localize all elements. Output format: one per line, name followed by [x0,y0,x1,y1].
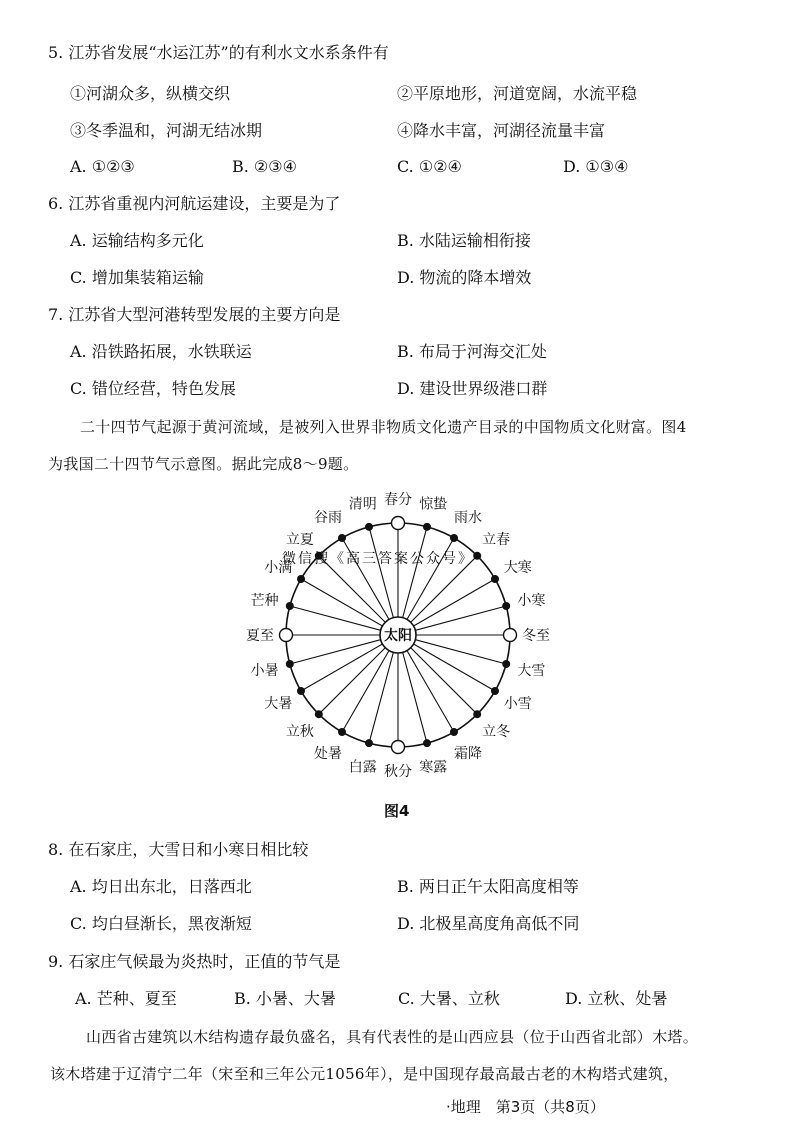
q9-option-d: D. 立秋、处暑 [565,989,668,1008]
q5-option-b: B. ②③④ [232,157,297,176]
spoke [369,652,393,743]
term-marker-dot [502,602,510,610]
q9-option-a: A. 芒种、夏至 [75,989,177,1008]
q6-option-d: D. 物流的降本增效 [397,268,532,287]
q5-option-c: C. ①②④ [397,157,462,176]
term-marker-dot [338,534,346,542]
term-marker-dot [365,739,373,747]
solar-term-label: 芒种 [250,592,279,609]
spoke [411,648,477,714]
watermark: 微信搜《高三答案公众号》 [282,551,474,567]
solar-term-label: 白露 [348,759,377,776]
term-marker-open [504,629,517,642]
term-marker-open [392,517,405,530]
term-marker-dot [338,728,346,736]
solar-term-label: 小寒 [517,592,546,609]
term-marker-dot [450,728,458,736]
q8-option-a: A. 均日出东北，日落西北 [70,877,252,896]
term-marker-dot [502,660,510,668]
solar-term-label: 谷雨 [314,510,342,527]
term-marker-dot [491,687,499,695]
term-marker-dot [450,534,458,542]
sun-label: 太阳 [384,628,412,644]
q6-stem: 6. 江苏省重视内河航运建设，主要是为了 [48,194,341,213]
solar-term-label: 处暑 [314,745,342,762]
spoke [290,640,381,664]
term-marker-dot [286,660,294,668]
q5-option-d: D. ①③④ [563,157,629,176]
q7-option-b: B. 布局于河海交汇处 [397,342,547,361]
q8-option-b: B. 两日正午太阳高度相等 [397,877,579,896]
q9-option-c: C. 大暑、立秋 [398,989,500,1008]
solar-term-label: 立夏 [285,531,314,548]
spoke [403,652,427,743]
term-marker-dot [491,575,499,583]
spoke [319,648,385,714]
q9-option-b: B. 小暑、大暑 [234,989,336,1008]
solar-term-label: 立秋 [285,724,314,741]
q5-item-2: ②平原地形，河道宽阔，水流平稳 [397,84,638,103]
spoke [415,640,506,664]
term-marker-dot [423,739,431,747]
q8-option-c: C. 均白昼渐长，黑夜渐短 [70,914,252,933]
q8-stem: 8. 在石家庄，大雪日和小寒日相比较 [48,840,309,859]
intro-line-1: 二十四节气起源于黄河流域，是被列入世界非物质文化遗产目录的中国物质文化财富。图4 [80,418,687,436]
solar-term-label: 清明 [348,496,377,513]
solar-term-label: 小满 [264,560,293,576]
term-marker-dot [365,523,373,531]
solar-term-label: 霜降 [454,745,482,762]
q7-stem: 7. 江苏省大型河港转型发展的主要方向是 [48,305,341,324]
intro-line-2: 为我国二十四节气示意图。据此完成8～9题。 [48,455,359,473]
solar-term-label: 小暑 [250,663,279,680]
solar-term-label: 冬至 [522,628,550,644]
q5-item-3: ③冬季温和，河湖无结冰期 [70,121,263,140]
solar-term-label: 夏至 [246,628,274,644]
term-marker-dot [473,552,481,560]
passage-line-2: 该木塔建于辽清宁二年（宋至和三年公元1056年），是中国现存最高最古老的木构塔式建筑， [50,1065,679,1083]
term-marker-dot [315,710,323,718]
solar-term-label: 惊蛰 [419,496,448,513]
term-marker-open [280,629,293,642]
solar-term-label: 大寒 [503,560,532,576]
solar-term-label: 大暑 [264,696,293,712]
solar-term-label: 雨水 [454,510,482,527]
solar-term-label: 秋分 [384,764,412,780]
q7-option-a: A. 沿铁路拓展，水铁联运 [70,342,252,361]
passage-line-1: 山西省古建筑以木结构遗存最负盛名，具有代表性的是山西应县（位于山西省北部）木塔。 [86,1028,699,1046]
spoke [403,527,427,618]
term-marker-dot [423,523,431,531]
solar-term-label: 立春 [482,531,511,548]
q6-option-b: B. 水陆运输相衔接 [397,231,531,250]
q5-option-a: A. ①②③ [70,157,135,176]
term-marker-dot [297,687,305,695]
q6-option-a: A. 运输结构多元化 [70,231,204,250]
q5-item-1: ①河湖众多，纵横交织 [70,84,231,103]
q7-option-d: D. 建设世界级港口群 [397,379,548,398]
q9-stem: 9. 石家庄气候最为炎热时，正值的节气是 [48,952,341,971]
q6-option-c: C. 增加集装箱运输 [70,268,204,287]
term-marker-dot [286,602,294,610]
term-marker-dot [473,710,481,718]
solar-term-label: 立冬 [482,724,511,741]
q5-item-4: ④降水丰富，河湖径流量丰富 [397,121,606,140]
q8-option-d: D. 北极星高度角高低不同 [397,914,580,933]
spoke [415,606,506,630]
solar-term-label: 寒露 [419,759,448,776]
solar-term-label: 小雪 [503,696,532,712]
solar-term-label: 大雪 [517,663,546,680]
page-footer: ·地理 第3页（共8页） [446,1098,605,1116]
solar-term-label: 春分 [384,492,412,508]
spoke [369,527,393,618]
q7-option-c: C. 错位经营，特色发展 [70,379,236,398]
term-marker-open [392,741,405,754]
spoke [290,606,381,630]
figure-caption: 图4 [384,802,410,820]
term-marker-dot [297,575,305,583]
q5-stem: 5. 江苏省发展“水运江苏”的有利水文水系条件有 [48,43,389,62]
